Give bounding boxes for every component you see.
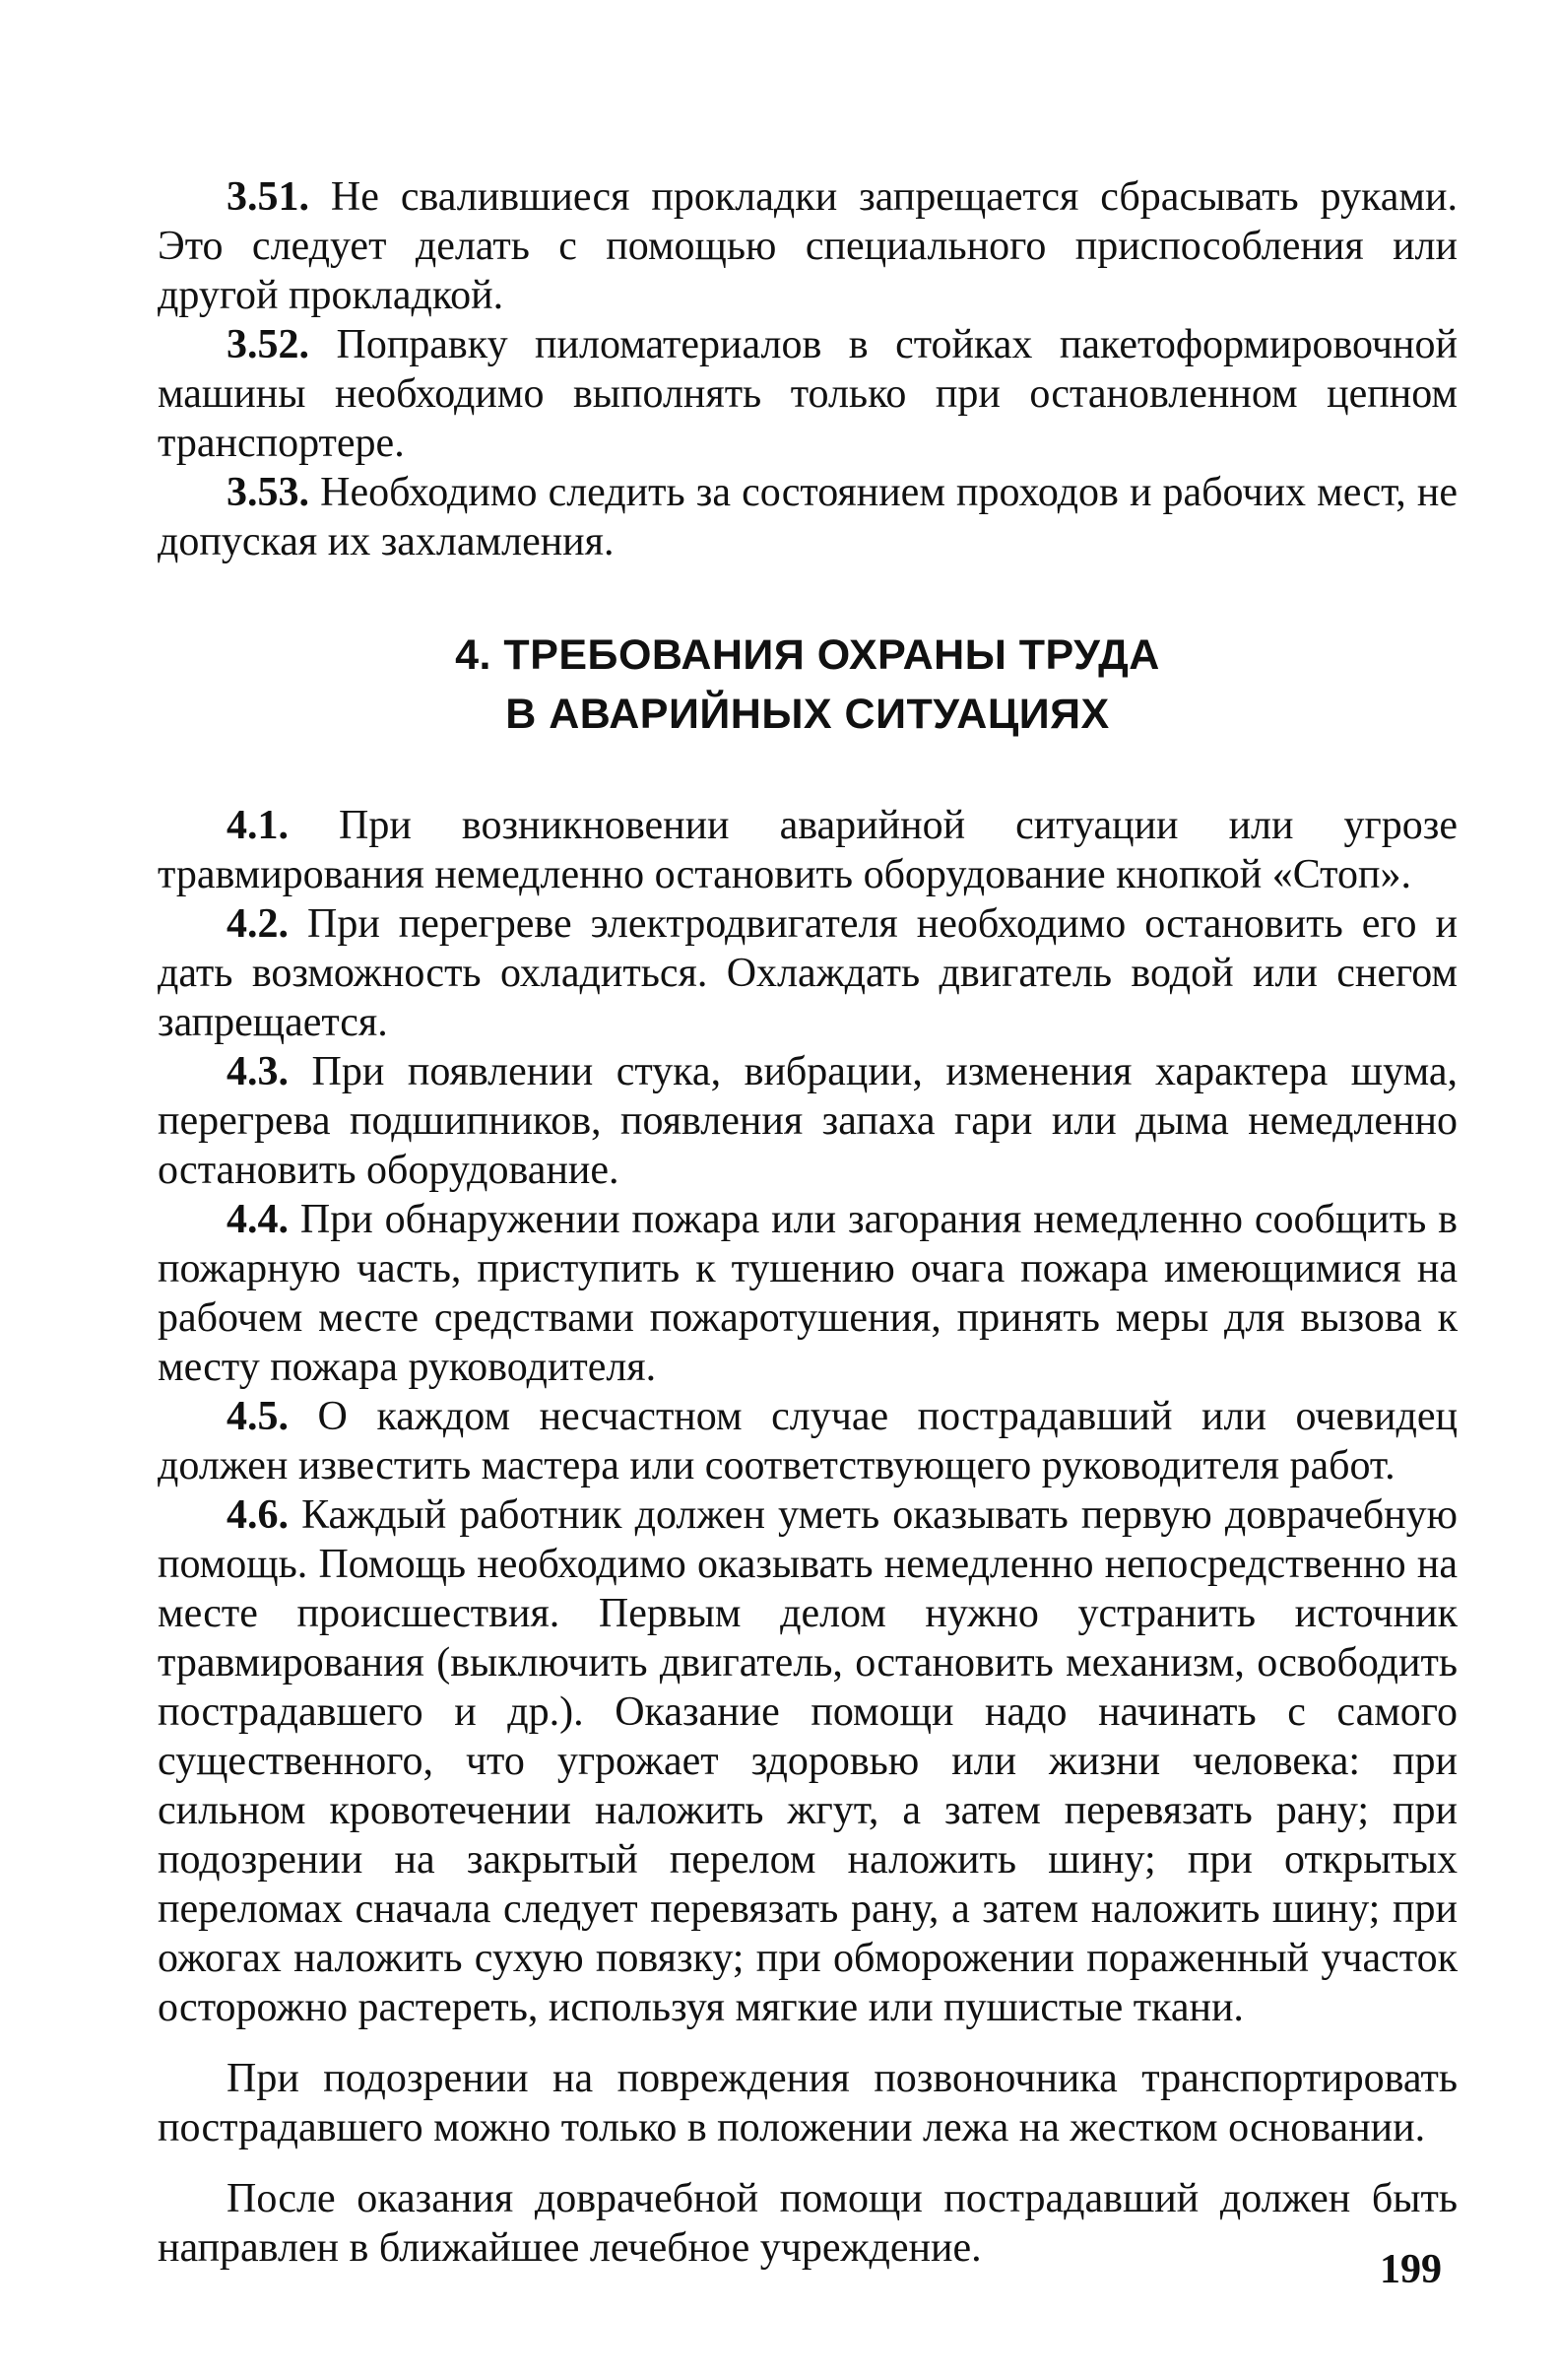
document-page (158, 172, 1458, 2273)
paragraph-number: 3.53. (227, 470, 309, 515)
paragraph-4-6 (158, 1490, 1458, 2032)
paragraph-text: При перегреве электродвигателя необходимо остановить его и дать возможность охладиться. Охлаждать двигатель водой или снегом запрещается. (158, 901, 1458, 1045)
paragraph-text: Не свалившиеся прокладки запрещается сбрасывать руками. Это следует делать с помощью специального приспособления или другой прокладкой. (158, 174, 1458, 318)
paragraph-text: Необходимо следить за состоянием проходов и рабочих мест, не допуская их захламления. (158, 470, 1458, 564)
paragraph-number: 4.5. (227, 1394, 289, 1439)
paragraph-4-5 (158, 1392, 1458, 1490)
paragraph-number: 4.4. (227, 1197, 289, 1242)
paragraph-4-2 (158, 899, 1458, 1047)
paragraph-number: 3.52. (227, 322, 309, 367)
section-heading-line-1: 4. ТРЕБОВАНИЯ ОХРАНЫ ТРУДА (455, 631, 1160, 679)
paragraph-3-51 (158, 172, 1458, 320)
paragraph-number: 4.3. (227, 1049, 289, 1094)
section-heading-line-2: В АВАРИЙНЫХ СИТУАЦИЯХ (505, 691, 1110, 738)
paragraph-text: Каждый работник должен уметь оказывать первую доврачебную помощь. Помощь необходимо оказывать немедленно непосредственно на месте происшествия. Первым делом нужно устранить источник травмирования (выключить двигатель, остановить механизм, освободить пострадавшего и др.). Оказание помощи надо начинать с самого существенного, что угрожает здоровью или жизни человека: при сильном кровотечении наложить жгут, а затем перевязать рану; при подозрении на закрытый перелом наложить шину; при открытых переломах сначала следует перевязать рану, а затем наложить шину; при ожогах наложить сухую повязку; при обморожении пораженный участок осторожно растереть, используя мягкие или пушистые ткани. (158, 1492, 1458, 2030)
paragraph-text: При появлении стука, вибрации, изменения характера шума, перегрева подшипников, появления запаха гари или дыма немедленно остановить оборудование. (158, 1049, 1458, 1193)
paragraph-4-4 (158, 1195, 1458, 1392)
paragraph-4-1 (158, 801, 1458, 899)
section-heading (158, 626, 1458, 744)
paragraph-after-first-aid: После оказания доврачебной помощи пострадавший должен быть направлен в ближайшее лечебное учреждение. (158, 2176, 1458, 2271)
page-number: 199 (1380, 2247, 1442, 2292)
paragraph-text: При возникновении аварийной ситуации или угрозе травмирования немедленно остановить оборудование кнопкой «Стоп». (158, 803, 1458, 897)
paragraph-number: 3.51. (227, 174, 309, 220)
paragraph-3-52 (158, 320, 1458, 468)
paragraph-4-3 (158, 1047, 1458, 1195)
paragraph-3-53 (158, 468, 1458, 566)
paragraph-spine-injury: При подозрении на повреждения позвоночника транспортировать пострадавшего можно только в положении лежа на жестком основании. (158, 2056, 1458, 2150)
paragraph-text: При обнаружении пожара или загорания немедленно сообщить в пожарную часть, приступить к тушению очага пожара имеющимися на рабочем месте средствами пожаротушения, принять меры для вызова к месту пожара руководителя. (158, 1197, 1458, 1390)
paragraph-text: О каждом несчастном случае пострадавший или очевидец должен известить мастера или соответствующего руководителя работ. (158, 1394, 1458, 1488)
paragraph-number: 4.6. (227, 1492, 289, 1538)
paragraph-text: Поправку пиломатериалов в стойках пакетоформировочной машины необходимо выполнять только при остановленном цепном транспортере. (158, 322, 1458, 466)
paragraph-number: 4.2. (227, 901, 289, 947)
paragraph-number: 4.1. (227, 803, 289, 848)
